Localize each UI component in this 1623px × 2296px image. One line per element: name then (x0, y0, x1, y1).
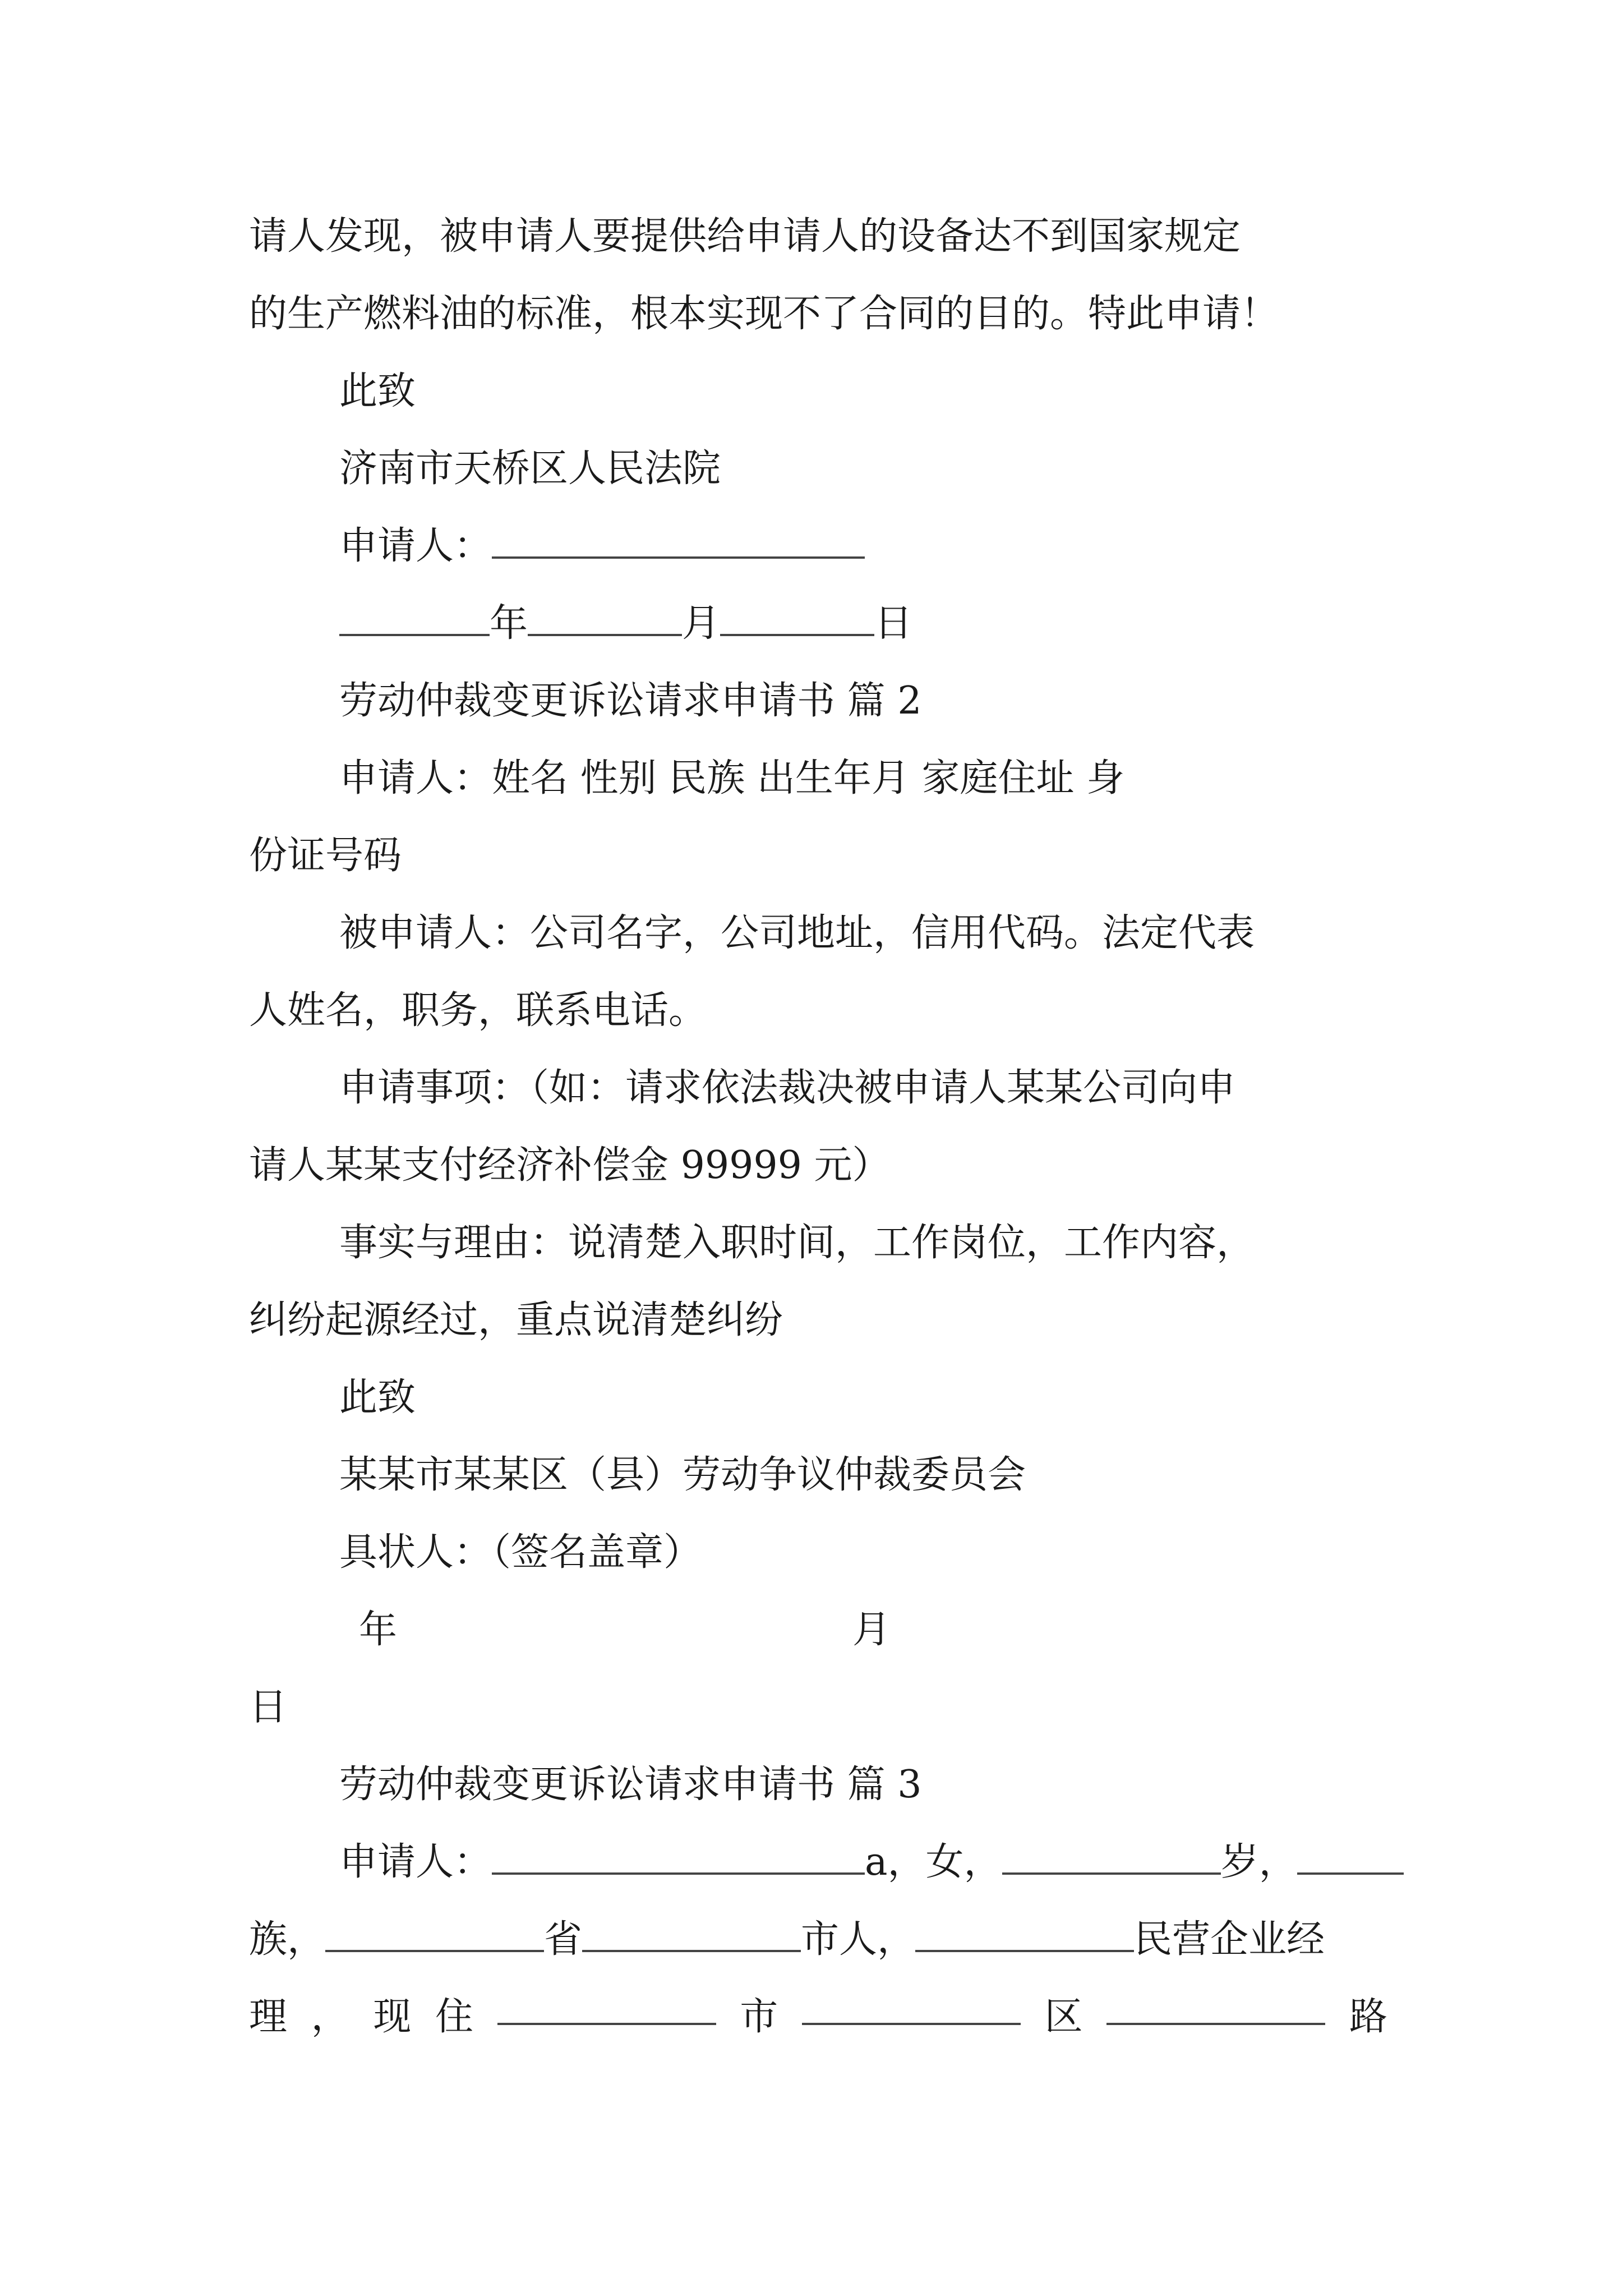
li-char: 理 (249, 1995, 288, 2039)
blank-field (492, 1839, 865, 1875)
applicant-label: 申请人： (339, 1840, 492, 1884)
blank-field (339, 600, 490, 636)
city-person-label: 市人， (801, 1917, 916, 1962)
salutation: 此致 (339, 1375, 416, 1420)
recipient: 某某市某某区（县）劳动争议仲裁委员会 (339, 1453, 1026, 1497)
paragraph-line: 事实与理由：说清楚入职时间，工作岗位，工作内容， (339, 1221, 1255, 1265)
paragraph-line: 请人某某支付经济补偿金 99999 元） (249, 1143, 891, 1188)
paragraph-line: 申请人：姓名 性别 民族 出生年月 家庭住址 身 (339, 756, 1125, 800)
gender-text: a，女， (865, 1840, 1002, 1884)
paragraph-line: 人姓名，职务，联系电话。 (249, 988, 707, 1033)
province-label: 省 (544, 1917, 583, 1962)
paragraph-line: 申请事项：（如：请求依法裁决被申请人某某公司向申 (339, 1066, 1236, 1110)
occupation-label: 民营企业经 (1134, 1917, 1325, 1962)
signer-line: 具状人：（签名盖章） (339, 1530, 702, 1575)
city-label: 市 (740, 1995, 778, 2039)
blank-field (720, 600, 874, 636)
address-line (249, 1989, 1387, 2045)
date-line (339, 596, 912, 652)
blank-field (528, 600, 682, 636)
blank-field (492, 523, 865, 559)
blank-field (325, 1916, 544, 1952)
paragraph-line: 的生产燃料油的标准，根本实现不了合同的目的。特此申请！ (249, 292, 1279, 336)
blank-field (802, 1989, 1021, 2025)
zhu-char: 住 (435, 1995, 473, 2039)
applicant-info-line (249, 1912, 1325, 1968)
applicant-info-line (339, 1834, 1404, 1890)
blank-field (1297, 1839, 1404, 1875)
ethnic-suffix: 族， (249, 1917, 326, 1962)
salutation: 此致 (339, 369, 416, 413)
age-suffix: 岁， (1220, 1840, 1297, 1884)
day-label: 日 (249, 1685, 288, 1729)
blank-field (497, 1989, 716, 2025)
comma-char: ， (311, 1995, 349, 2039)
blank-field (915, 1916, 1134, 1952)
paragraph-line: 份证号码 (249, 834, 402, 878)
applicant-label: 申请人： (339, 524, 492, 568)
day-label: 日 (874, 601, 913, 646)
road-label: 路 (1349, 1995, 1387, 2039)
month-label: 月 (682, 601, 721, 646)
paragraph-line: 被申请人：公司名字，公司地址，信用代码。法定代表 (339, 911, 1255, 955)
section-title: 劳动仲裁变更诉讼请求申请书 篇 2 (339, 679, 922, 723)
month-label: 月 (852, 1608, 891, 1652)
paragraph-line: 纠纷起源经过，重点说清楚纠纷 (249, 1298, 783, 1342)
year-label: 年 (359, 1608, 398, 1652)
applicant-signature-line (339, 518, 865, 574)
district-label: 区 (1044, 1995, 1083, 2039)
blank-field (582, 1916, 801, 1952)
xian-char: 现 (373, 1995, 412, 2039)
section-title: 劳动仲裁变更诉讼请求申请书 篇 3 (339, 1763, 922, 1807)
blank-field (1002, 1839, 1221, 1875)
year-label: 年 (490, 601, 528, 646)
paragraph-line: 请人发现，被申请人要提供给申请人的设备达不到国家规定 (249, 214, 1241, 259)
recipient: 济南市天桥区人民法院 (339, 447, 721, 491)
blank-field (1106, 1989, 1325, 2025)
